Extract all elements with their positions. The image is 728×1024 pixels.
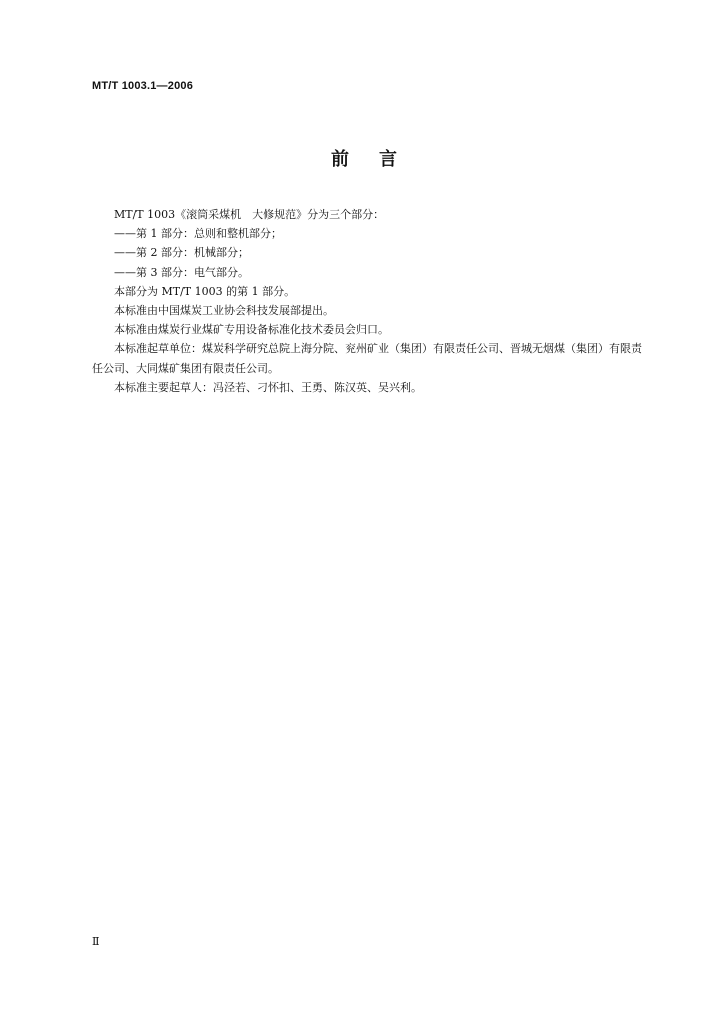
title-char-1: 前	[331, 149, 349, 170]
paragraph-parts-intro: MT/T 1003《滚筒采煤机 大修规范》分为三个部分：	[114, 208, 385, 221]
list-item-part-1: ——第 1 部分：总则和整机部分；	[114, 227, 282, 241]
page-title	[0, 145, 728, 171]
paragraph-under-jurisdiction: 本标准由煤炭行业煤矿专用设备标准化技术委员会归口。	[114, 323, 389, 337]
list-item-part-2: ——第 2 部分：机械部分；	[114, 246, 249, 260]
foreword-body	[92, 205, 652, 397]
paragraph-drafters: 本标准主要起草人：冯泾若、刁怀扣、王勇、陈汉英、吴兴利。	[114, 380, 422, 394]
page-number: Ⅱ	[92, 936, 100, 948]
paragraph-this-part: 本部分为 MT/T 1003 的第 1 部分。	[114, 284, 296, 298]
list-item-part-3: ——第 3 部分：电气部分。	[114, 265, 249, 279]
title-char-2: 言	[379, 149, 397, 170]
paragraph-drafting-units: 本标准起草单位：煤炭科学研究总院上海分院、兖州矿业（集团）有限责任公司、晋城无烟煤（集团）有限责任公司、大同煤矿集团有限责任公司。	[92, 342, 642, 375]
standard-code: MT/T 1003.1—2006	[92, 80, 194, 92]
paragraph-proposed-by: 本标准由中国煤炭工业协会科技发展部提出。	[114, 304, 334, 318]
